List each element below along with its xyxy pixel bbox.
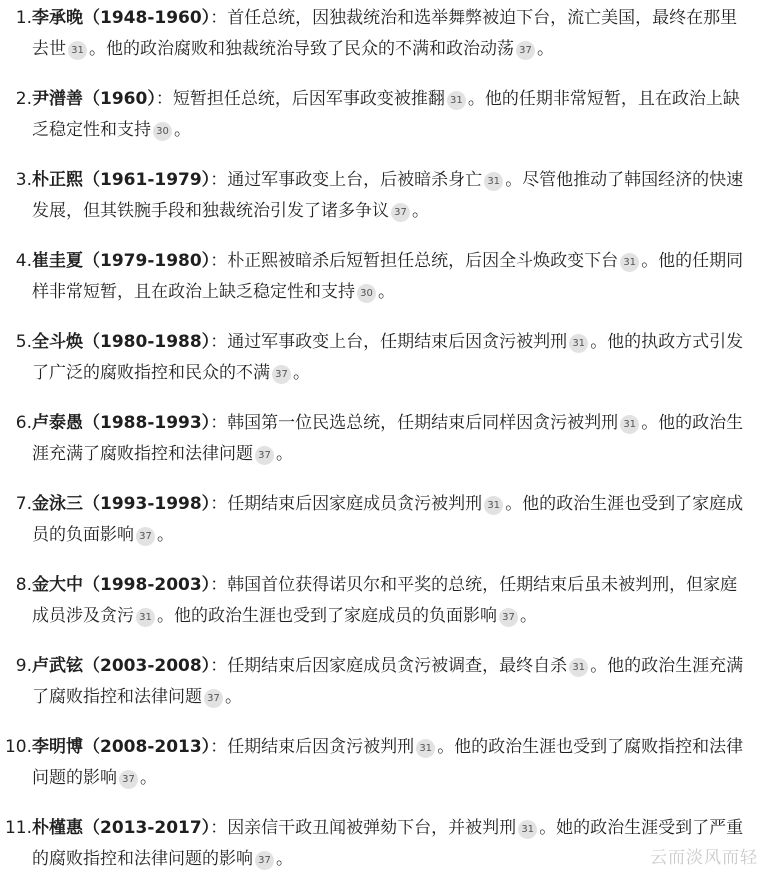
- item-content: [32, 732, 768, 794]
- item-text: 韩国第一位民选总统，任期结束后同样因贪污被判刑: [227, 413, 619, 433]
- item-number: 6.: [15, 413, 32, 433]
- president-name: 崔圭夏（1979-1980）: [32, 251, 211, 271]
- citation-badge[interactable]: 31: [416, 739, 435, 758]
- list-item: [0, 570, 768, 651]
- citation-badge[interactable]: 31: [620, 253, 639, 272]
- list-item: [0, 3, 768, 84]
- item-number: 3.: [15, 170, 32, 190]
- citation-badge[interactable]: 37: [499, 608, 518, 627]
- item-text: 。: [157, 525, 174, 545]
- separator: ：: [210, 8, 228, 28]
- item-number: 10.: [4, 737, 32, 757]
- item-text: 。他的政治生涯充满了腐败指控和法律问题: [32, 656, 744, 707]
- president-name: 金泳三（1993-1998）: [32, 494, 211, 514]
- citation-badge[interactable]: 31: [484, 496, 503, 515]
- item-text: 。: [225, 687, 242, 707]
- president-name: 尹潽善（1960）: [32, 89, 156, 109]
- citation-badge[interactable]: 30: [357, 284, 376, 303]
- president-name: 朴槿惠（2013-2017）: [32, 818, 211, 838]
- item-content: [32, 246, 768, 308]
- item-text: 。: [276, 444, 293, 464]
- citation-badge[interactable]: 31: [620, 415, 639, 434]
- item-text: 。他的政治腐败和独裁统治导致了民众的不满和政治动荡: [89, 39, 514, 59]
- item-number: 2.: [15, 89, 32, 109]
- president-name: 金大中（1998-2003）: [32, 575, 211, 595]
- president-name: 朴正熙（1961-1979）: [32, 170, 211, 190]
- list-item: [0, 408, 768, 489]
- citation-badge[interactable]: 31: [484, 172, 503, 191]
- item-text: 朴正熙被暗杀后短暂担任总统，后因全斗焕政变下台: [227, 251, 619, 271]
- item-number: 5.: [15, 332, 32, 352]
- item-content: [32, 327, 768, 389]
- citation-badge[interactable]: 31: [569, 334, 588, 353]
- separator: ：: [210, 656, 228, 676]
- separator: ：: [210, 413, 228, 433]
- item-text: 。: [276, 849, 293, 869]
- item-text: 通过军事政变上台，后被暗杀身亡: [227, 170, 483, 190]
- item-text: 。她的政治生涯受到了严重的腐败指控和法律问题的影响: [32, 818, 744, 869]
- citation-badge[interactable]: 37: [255, 446, 274, 465]
- item-text: 。: [378, 282, 395, 302]
- citation-badge[interactable]: 37: [255, 851, 274, 870]
- item-text: 。他的任期同样非常短暂，且在政治上缺乏稳定性和支持: [32, 251, 744, 302]
- item-text: 。: [293, 363, 310, 383]
- president-name: 卢武铉（2003-2008）: [32, 656, 211, 676]
- item-text: 短暂担任总统，后因军事政变被推翻: [172, 89, 445, 109]
- item-number: 8.: [15, 575, 32, 595]
- item-text: 。尽管他推动了韩国经济的快速发展，但其铁腕手段和独裁统治引发了诸多争议: [32, 170, 744, 221]
- item-text: 。: [412, 201, 429, 221]
- item-text: 任期结束后因家庭成员贪污被判刑: [227, 494, 483, 514]
- item-number: 9.: [15, 656, 32, 676]
- citation-badge[interactable]: 37: [272, 365, 291, 384]
- item-text: 因亲信干政丑闻被弹劾下台，并被判刑: [227, 818, 517, 838]
- item-content: [32, 489, 768, 551]
- citation-badge[interactable]: 31: [447, 91, 466, 110]
- item-text: 。: [140, 768, 157, 788]
- watermark: 云而淡风而轻: [650, 848, 758, 868]
- separator: ：: [210, 332, 228, 352]
- citation-badge[interactable]: 37: [119, 770, 138, 789]
- item-text: 通过军事政变上台，任期结束后因贪污被判刑: [227, 332, 568, 352]
- list-item: [0, 84, 768, 165]
- president-name: 李承晚（1948-1960）: [32, 8, 211, 28]
- item-text: 。他的政治生涯也受到了家庭成员的负面影响: [157, 606, 497, 626]
- item-content: [32, 408, 768, 470]
- separator: ：: [210, 170, 228, 190]
- separator: ：: [210, 737, 228, 757]
- citation-badge[interactable]: 30: [153, 122, 172, 141]
- item-content: [32, 651, 768, 713]
- citation-badge[interactable]: 31: [136, 608, 155, 627]
- item-number: 4.: [15, 251, 32, 271]
- president-name: 全斗焕（1980-1988）: [32, 332, 211, 352]
- citation-badge[interactable]: 37: [136, 527, 155, 546]
- item-content: [32, 3, 768, 65]
- list-item: [0, 327, 768, 408]
- item-number: 1.: [15, 8, 32, 28]
- separator: ：: [210, 494, 228, 514]
- citation-badge[interactable]: 37: [204, 689, 223, 708]
- item-text: 。: [174, 120, 191, 140]
- item-text: 。他的执政方式引发了广泛的腐败指控和民众的不满: [32, 332, 744, 383]
- citation-badge[interactable]: 37: [391, 203, 410, 222]
- separator: ：: [155, 89, 173, 109]
- list-item: [0, 489, 768, 570]
- separator: ：: [210, 818, 228, 838]
- separator: ：: [210, 251, 228, 271]
- citation-badge[interactable]: 31: [569, 658, 588, 677]
- item-text: 。: [520, 606, 537, 626]
- item-text: 任期结束后因家庭成员贪污被调查，最终自杀: [227, 656, 568, 676]
- citation-badge[interactable]: 37: [516, 41, 535, 60]
- list-item: [0, 732, 768, 813]
- item-text: 韩国首位获得诺贝尔和平奖的总统，任期结束后虽未被判刑，但家庭成员涉及贪污: [32, 575, 738, 626]
- citation-badge[interactable]: 31: [68, 41, 87, 60]
- item-content: [32, 570, 768, 632]
- item-number: 11.: [4, 818, 32, 838]
- item-text: 。他的政治生涯充满了腐败指控和法律问题: [32, 413, 744, 464]
- list-item: [0, 165, 768, 246]
- item-content: [32, 165, 768, 227]
- item-number: 7.: [15, 494, 32, 514]
- list-item: [0, 246, 768, 327]
- separator: ：: [210, 575, 228, 595]
- item-text: 任期结束后因贪污被判刑: [227, 737, 415, 757]
- item-text: 首任总统，因独裁统治和选举舞弊被迫下台，流亡美国，最终在那里去世: [32, 8, 738, 59]
- citation-badge[interactable]: 31: [518, 820, 537, 839]
- list-item: [0, 651, 768, 732]
- item-content: [32, 84, 768, 146]
- president-name: 李明博（2008-2013）: [32, 737, 211, 757]
- item-text: 。: [537, 39, 554, 59]
- item-text: 。他的政治生涯也受到了腐败指控和法律问题的影响: [32, 737, 744, 788]
- president-name: 卢泰愚（1988-1993）: [32, 413, 211, 433]
- item-text: 。他的任期非常短暂，且在政治上缺乏稳定性和支持: [32, 89, 740, 140]
- item-text: 。他的政治生涯也受到了家庭成员的负面影响: [32, 494, 744, 545]
